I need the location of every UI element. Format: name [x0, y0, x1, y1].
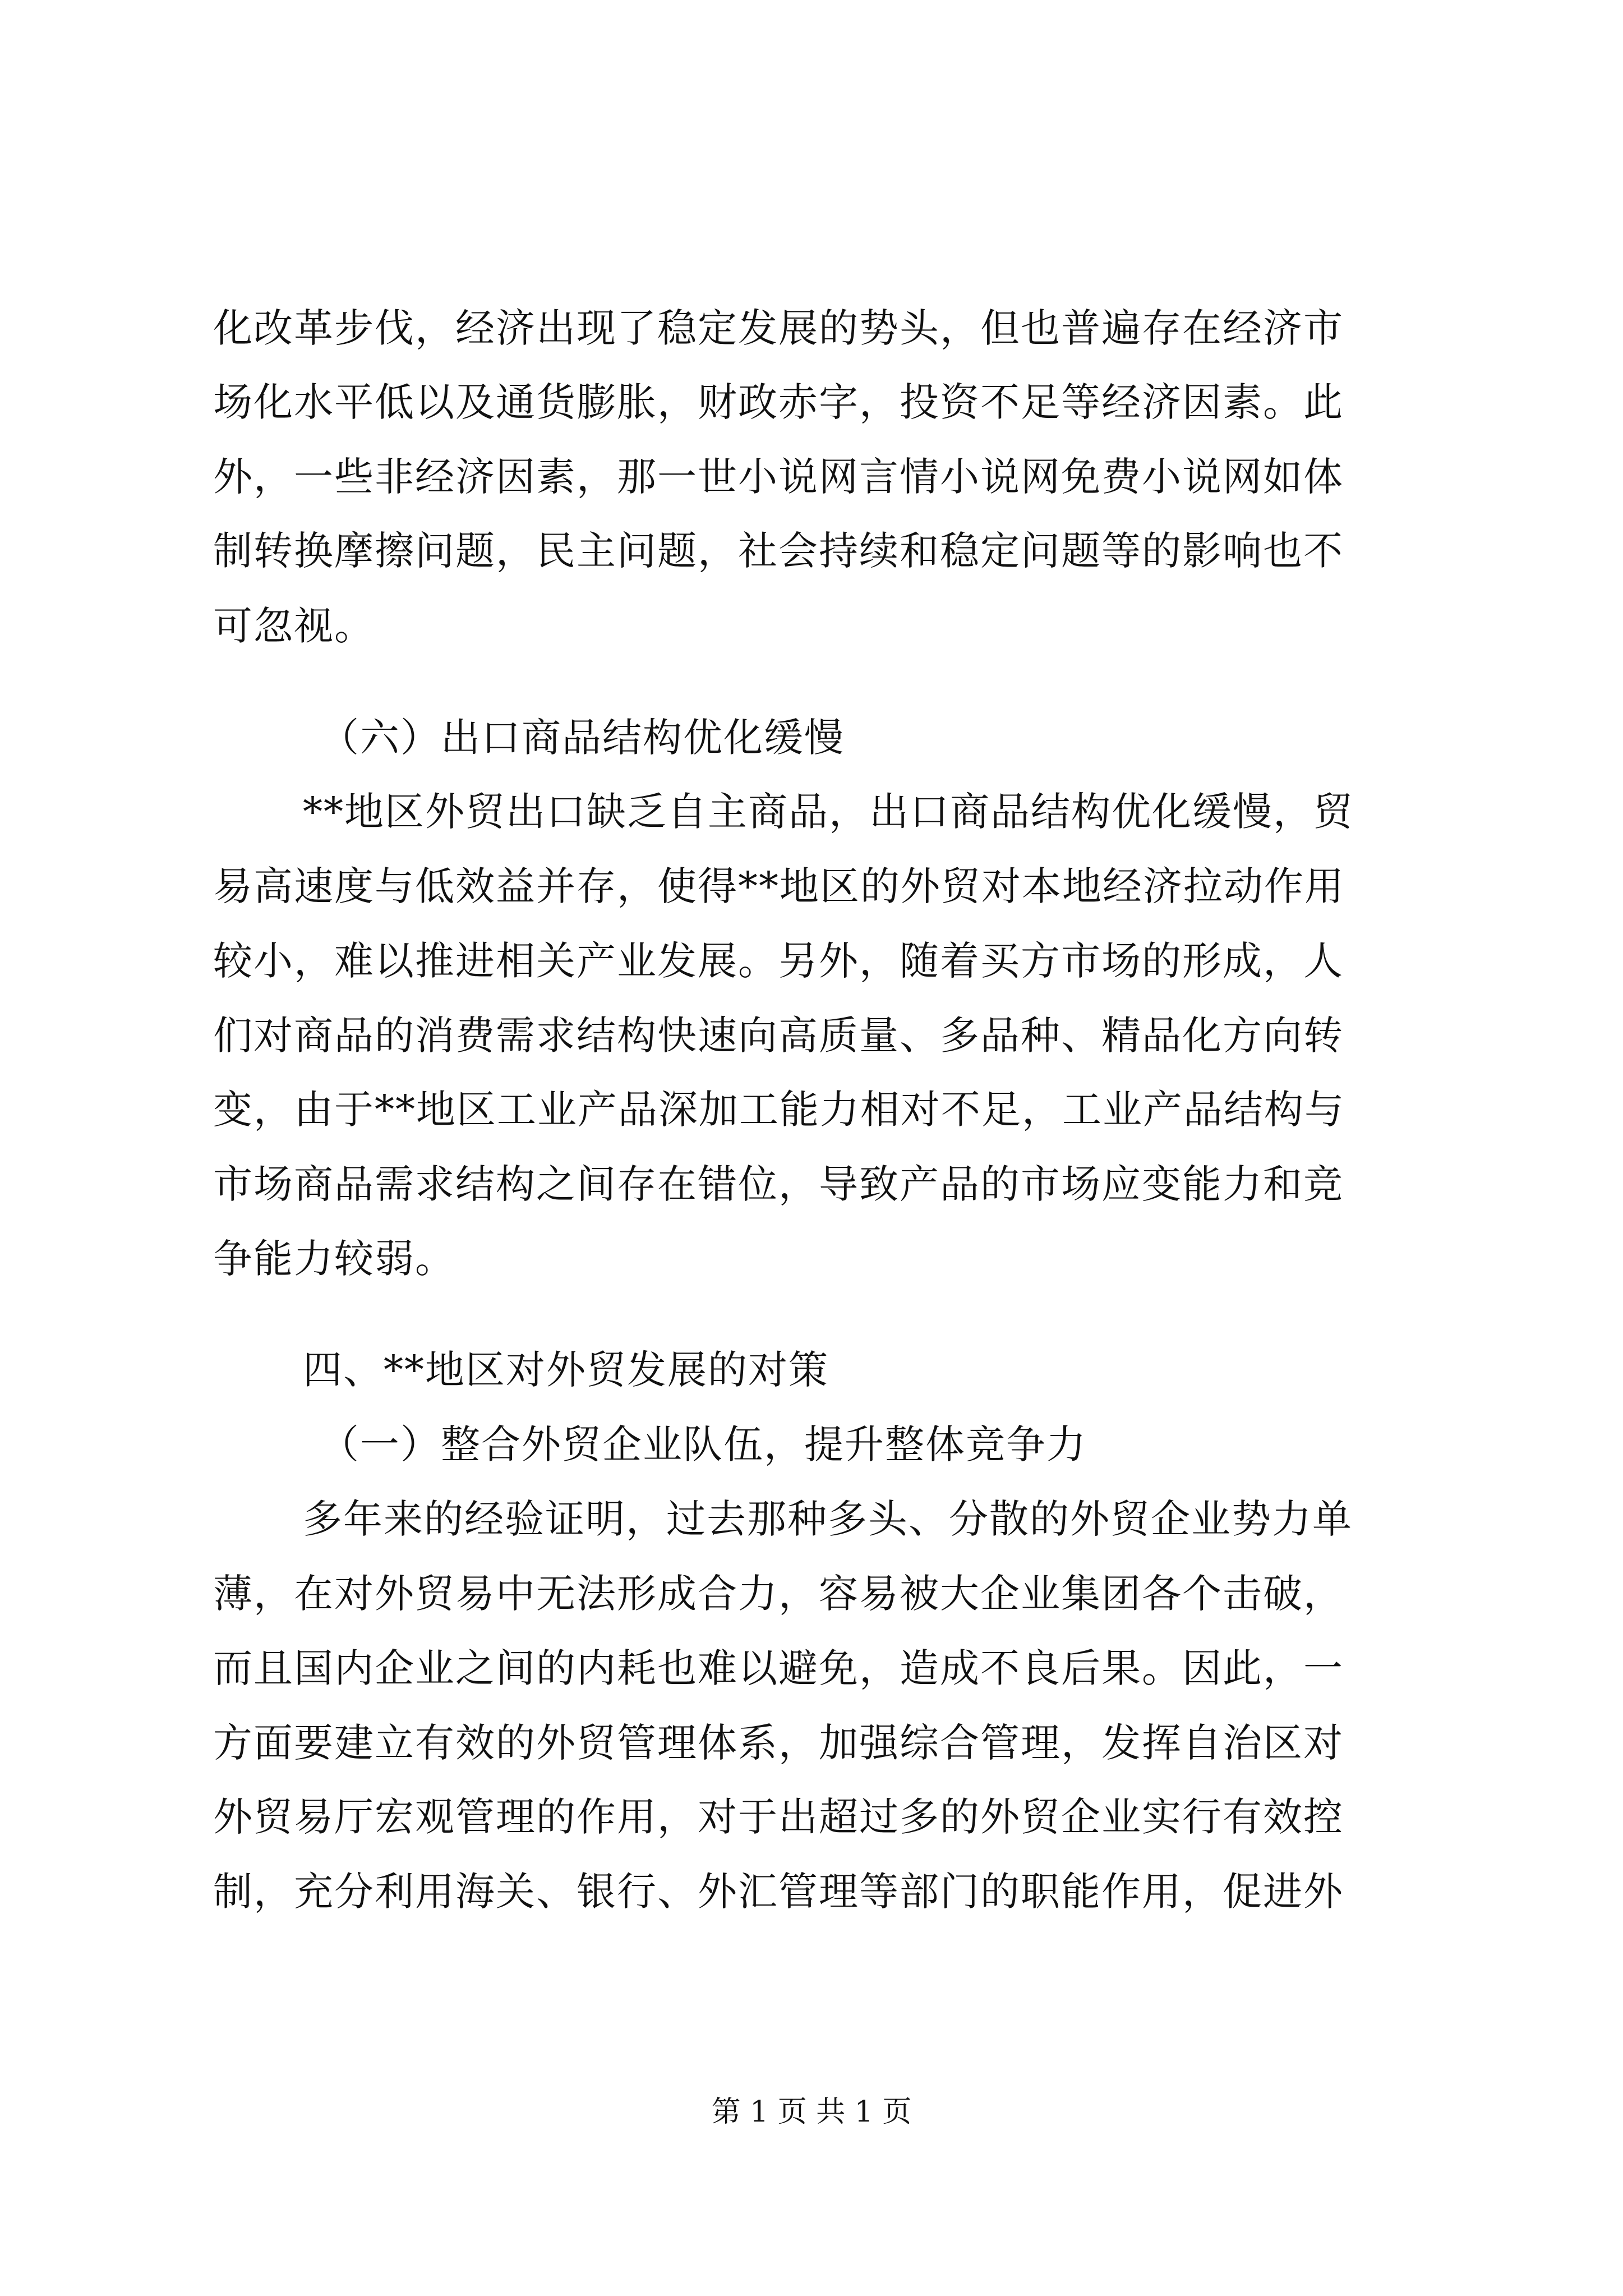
body-text-line: 化改革步伐，经济出现了稳定发展的势头，但也普遍存在经济市 — [213, 305, 1344, 351]
body-text-line: 外，一些非经济因素，那一世小说网言情小说网免费小说网如体 — [213, 454, 1344, 500]
body-text-line: 可忽视。 — [213, 603, 375, 649]
body-text-line: 方面要建立有效的外贸管理体系，加强综合管理，发挥自治区对 — [213, 1720, 1344, 1766]
body-text-line: 们对商品的消费需求结构快速向高质量、多品种、精品化方向转 — [213, 1013, 1344, 1059]
body-text-line: **地区外贸出口缺乏自主商品，出口商品结构优化缓慢，贸 — [303, 789, 1354, 835]
body-text-line: 薄，在对外贸易中无法形成合力，容易被大企业集团各个击破， — [213, 1571, 1344, 1617]
body-text-line: 而且国内企业之间的内耗也难以避免，造成不良后果。因此，一 — [213, 1645, 1344, 1691]
section-heading: （六）出口商品结构优化缓慢 — [320, 715, 845, 761]
body-text-line: 争能力较弱。 — [213, 1236, 455, 1282]
subsection-heading: （一）整合外贸企业队伍，提升整体竞争力 — [320, 1421, 1087, 1467]
body-text-line: 变，由于**地区工业产品深加工能力相对不足，工业产品结构与 — [213, 1087, 1345, 1133]
body-text-line: 市场商品需求结构之间存在错位，导致产品的市场应变能力和竞 — [213, 1161, 1344, 1207]
body-text-line: 较小，难以推进相关产业发展。另外，随着买方市场的形成，人 — [213, 938, 1344, 984]
body-text-line: 外贸易厅宏观管理的作用，对于出超过多的外贸企业实行有效控 — [213, 1794, 1344, 1840]
section-heading: 四、**地区对外贸发展的对策 — [303, 1347, 829, 1393]
body-text-line: 场化水平低以及通货膨胀，财政赤字，投资不足等经济因素。此 — [213, 379, 1344, 425]
body-text-line: 易高速度与低效益并存，使得**地区的外贸对本地经济拉动作用 — [213, 863, 1345, 909]
body-text-line: 制转换摩擦问题，民主问题，社会持续和稳定问题等的影响也不 — [213, 528, 1344, 574]
body-text-line: 制，充分利用海关、银行、外汇管理等部门的职能作用，促进外 — [213, 1869, 1344, 1915]
page-footer: 第 1 页 共 1 页 — [711, 2095, 912, 2129]
body-text-line: 多年来的经验证明，过去那种多头、分散的外贸企业势力单 — [303, 1496, 1353, 1542]
